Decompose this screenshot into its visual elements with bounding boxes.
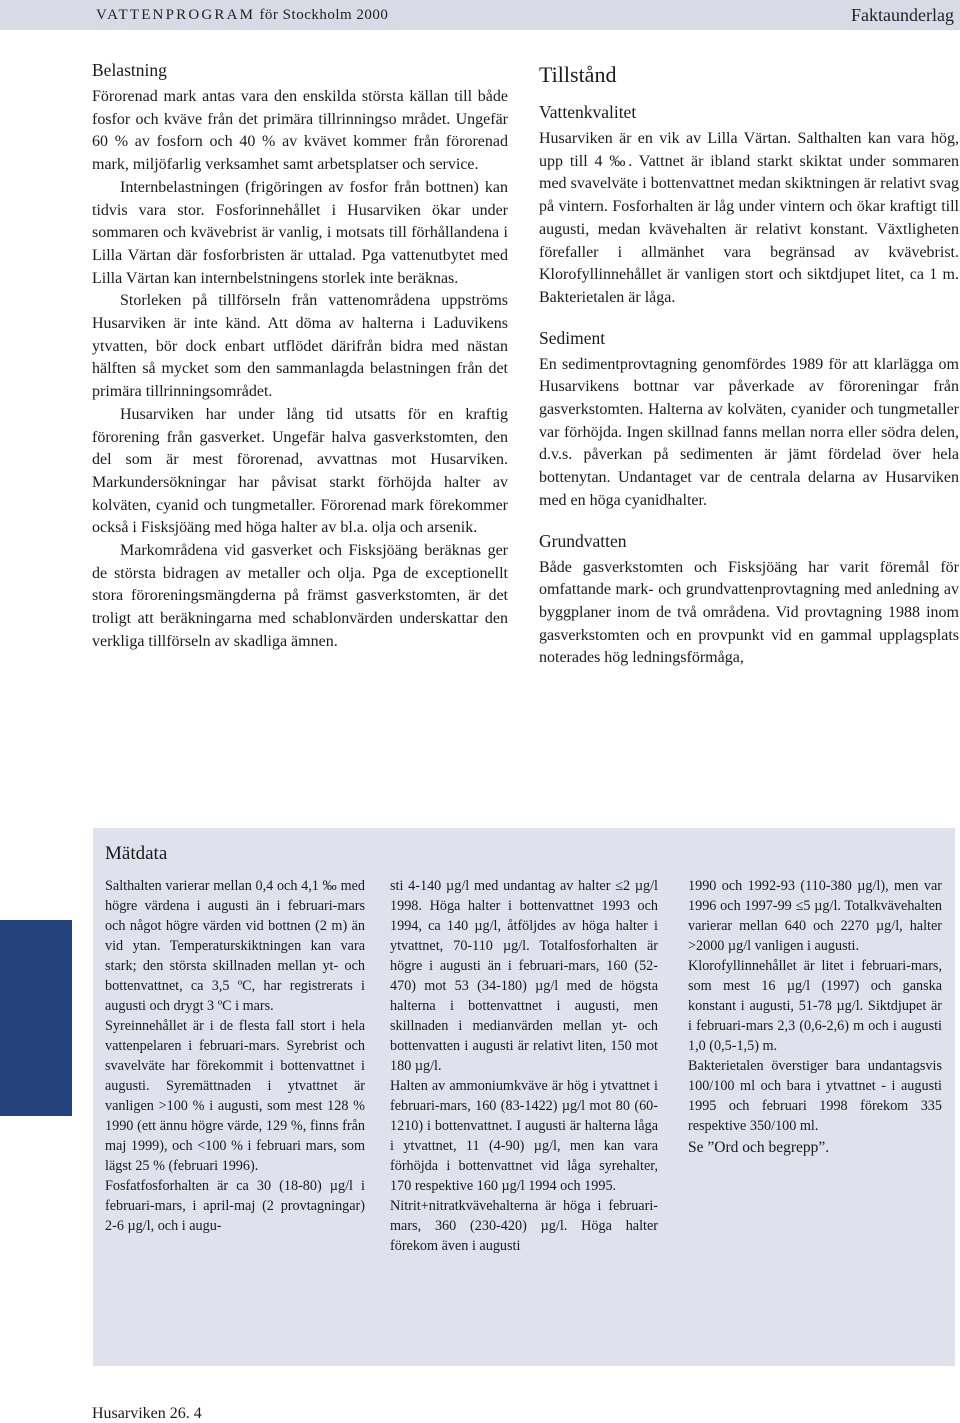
left-column <box>92 58 508 654</box>
series-title <box>96 0 388 30</box>
page-number: Husarviken 26. 4 <box>92 1405 202 1422</box>
matdata-column-3 <box>688 876 942 1158</box>
heading-vattenkvalitet: Vattenkvalitet <box>539 102 637 122</box>
paragraph: Förorenad mark antas vara den enskilda största källan till både fosfor och kväve från det primära tillrinningso mrådet. Ungefär 60 % av fosforn och 40 % av kvävet kommer från förorenad mark, miljöfarlig verksamhet samt arbetsplatser och service. <box>92 88 508 174</box>
heading-sediment: Sediment <box>539 327 606 348</box>
paragraph: Husarviken har under lång tid utsatts för en kraftig förorening från gasverket. Ungefär halva gasverkstomten, den del som är mest förorenad, avvattnas mot Husarviken. Markundersökningar har påvisat starkt förhöjda halter av kolväten, cyanid och tungmetaller. Förorenad mark förekommer också i Fisksjöäng med höga halter av bl.a. olja och arsenik. <box>92 405 508 537</box>
matdata-column-2 <box>390 876 658 1256</box>
paragraph: Nitrit+nitratkvävehalterna är höga i februari-mars, 360 (230-420) µg/l. Höga halter förekom även i augusti <box>390 1198 658 1254</box>
paragraph: Storleken på tillförseln från vattenområdena uppströms Husarviken är inte känd. Att döma av halterna i Laduvikens ytvatten, bör dock enbart utflödet därifrån bidra med nästan hälften så mycket som den sammanlagda belastningen från det primära tillrinningsområdet. <box>92 292 508 401</box>
paragraph: sti 4-140 µg/l med undantag av halter ≤2 µg/l 1998. Höga halter i bottenvattnet 1993 och 1994, ca 140 µg/l, åtföljdes av höga halter i ytvattnet, 70-110 µg/l. Totalfosforhalten är högre i augusti än i februari-mars, 160 (52-470) mot 53 (34-180) µg/l med de högsta halterna i bottenvattnet i augusti, men skillnaden i medianvärden mellan yt- och bottenvatten i augusti är relativt liten, 150 mot 180 µg/l. <box>390 878 658 1074</box>
paragraph: 1990 och 1992-93 (110-380 µg/l), men var 1996 och 1997-99 ≤5 µg/l. Totalkvävehalten varierar mellan 640 och 2270 µg/l, halter >2000 µg/l vanligen i augusti. <box>688 878 942 954</box>
matdata-title: Mätdata <box>105 843 168 864</box>
heading-grundvatten: Grundvatten <box>539 530 627 551</box>
page-header <box>0 0 960 30</box>
matdata-column-1 <box>105 876 365 1236</box>
series-rest: för Stockholm 2000 <box>259 7 389 23</box>
paragraph: Husarviken är en vik av Lilla Värtan. Salthalten kan vara hög, upp till 4 ‰. Vattnet är ibland starkt skiktat under sommaren med svavelväte i bottenvattnet medan skiktningen är relativt svag på vintern. Fosforhalten är låg under vintern och ökar kraftigt till augusti, medan kvävehalten är relativt konstant. Växtligheten förefaller i allmänhet vara begränsad av kvävebrist. Klorofyllinnehållet är vanligen stort och siktdjupet litet, ca 1 m. Bakterietalen är låga. <box>539 130 959 306</box>
heading-belastning: Belastning <box>92 60 167 80</box>
side-tab-marker <box>0 920 72 1116</box>
paragraph: Salthalten varierar mellan 0,4 och 4,1 ‰ med högre värdena i augusti än i februari-mars och något högre värden vid bottnen (2 m) än vid ytan. Temperaturskiktningen kan vara stark; den största skillnaden mellan yt- och bottenvattnet, ca 3,5 ºC, har registrerats i augusti och drygt 3 ºC i mars. <box>105 878 365 1014</box>
paragraph: Internbelastningen (frigöringen av fosfor från bottnen) kan tidvis vara stor. Fosforinnehållet i Husarviken ökar under sommaren och kvävebrist är vanlig, i motsats till förhållandena i Lilla Värtan där fosforbristen är uttalad. Pga vattenutbytet med Lilla Värtan kan internbelstningens storlek inte beräknas. <box>92 178 508 287</box>
series-caps: VATTENPROGRAM <box>96 7 256 23</box>
section-label: Faktaunderlag <box>851 5 954 25</box>
cross-reference: Se ”Ord och begrepp”. <box>688 1139 830 1156</box>
paragraph: Markområdena vid gasverket och Fisksjöäng beräknas ger de största bidragen av metaller och olja. Pga de exceptionellt stora föroreningsmängderna på främst gasverkstomten, är det troligt att beräkningarna med schablonvärden underskattar den verkliga tillförseln av skadliga ämnen. <box>92 542 508 650</box>
paragraph: Syreinnehållet är i de flesta fall stort i hela vattenpelaren i februari-mars. Syrebrist och svavelväte har förekommit i bottenvattnet i augusti. Syremättnaden i ytvattnet är vanligen >100 % i augusti, som mest 128 % 1990 (ett ännu högre värde, 129 %, finns från maj 1999), och <100 % i februari mars, som lägst 25 % (februari 1996). <box>105 1018 365 1174</box>
paragraph: En sedimentprovtagning genomfördes 1989 för att klarlägga om Husarvikens bottnar var påverkade av föroreningar från gasverkstomten. Halterna av kolväten, cyanider och tungmetaller var förhöjda. Ingen skillnad fanns mellan norra eller södra delen, d.v.s. påverkan på sedimenten är jämt fördelad över hela bottenytan. Undantaget var de centrala delarna av Husarviken med en höga cyanidhalter. <box>539 355 959 509</box>
paragraph: Fosfatfosforhalten är ca 30 (18-80) µg/l i februari-mars, i april-maj (2 provtagningar) 2-6 µg/l, och i augu- <box>105 1178 365 1234</box>
right-column <box>539 58 959 670</box>
paragraph: Bakterietalen överstiger bara undantagsvis 100/100 ml och bara i ytvattnet - i augusti 1995 och februari 1998 förekom 335 respektive 350/100 ml. <box>688 1058 942 1134</box>
heading-tillstand: Tillstånd <box>539 62 617 87</box>
paragraph: Klorofyllinnehållet är litet i februari-mars, som mest 16 µg/l (1997) och ganska konstant i augusti, 51-78 µg/l. Siktdjupet är i februari-mars 2,3 (0,6-2,6) m och i augusti 1,0 (0,5-1,5) m. <box>688 958 942 1054</box>
paragraph: Både gasverkstomten och Fisksjöäng har varit föremål för omfattande mark- och grundvattenprovtagning med anledning av byggplaner inom de två områdena. Vid provtagning 1988 inom gasverkstomten och en provpunkt vid en gammal upplagsplats noterades hög ledningsförmåga, <box>539 558 959 667</box>
paragraph: Halten av ammoniumkväve är hög i ytvattnet i februari-mars, 160 (83-1422) µg/l mot 80 (60-1210) i bottenvattnet. I augusti är halterna låga i ytvattnet, 11 (4-90) µg/l, men kan vara förhöjda i bottenvattnet vid låga syrehalter, 170 respektive 160 µg/l 1994 och 1995. <box>390 1078 658 1194</box>
